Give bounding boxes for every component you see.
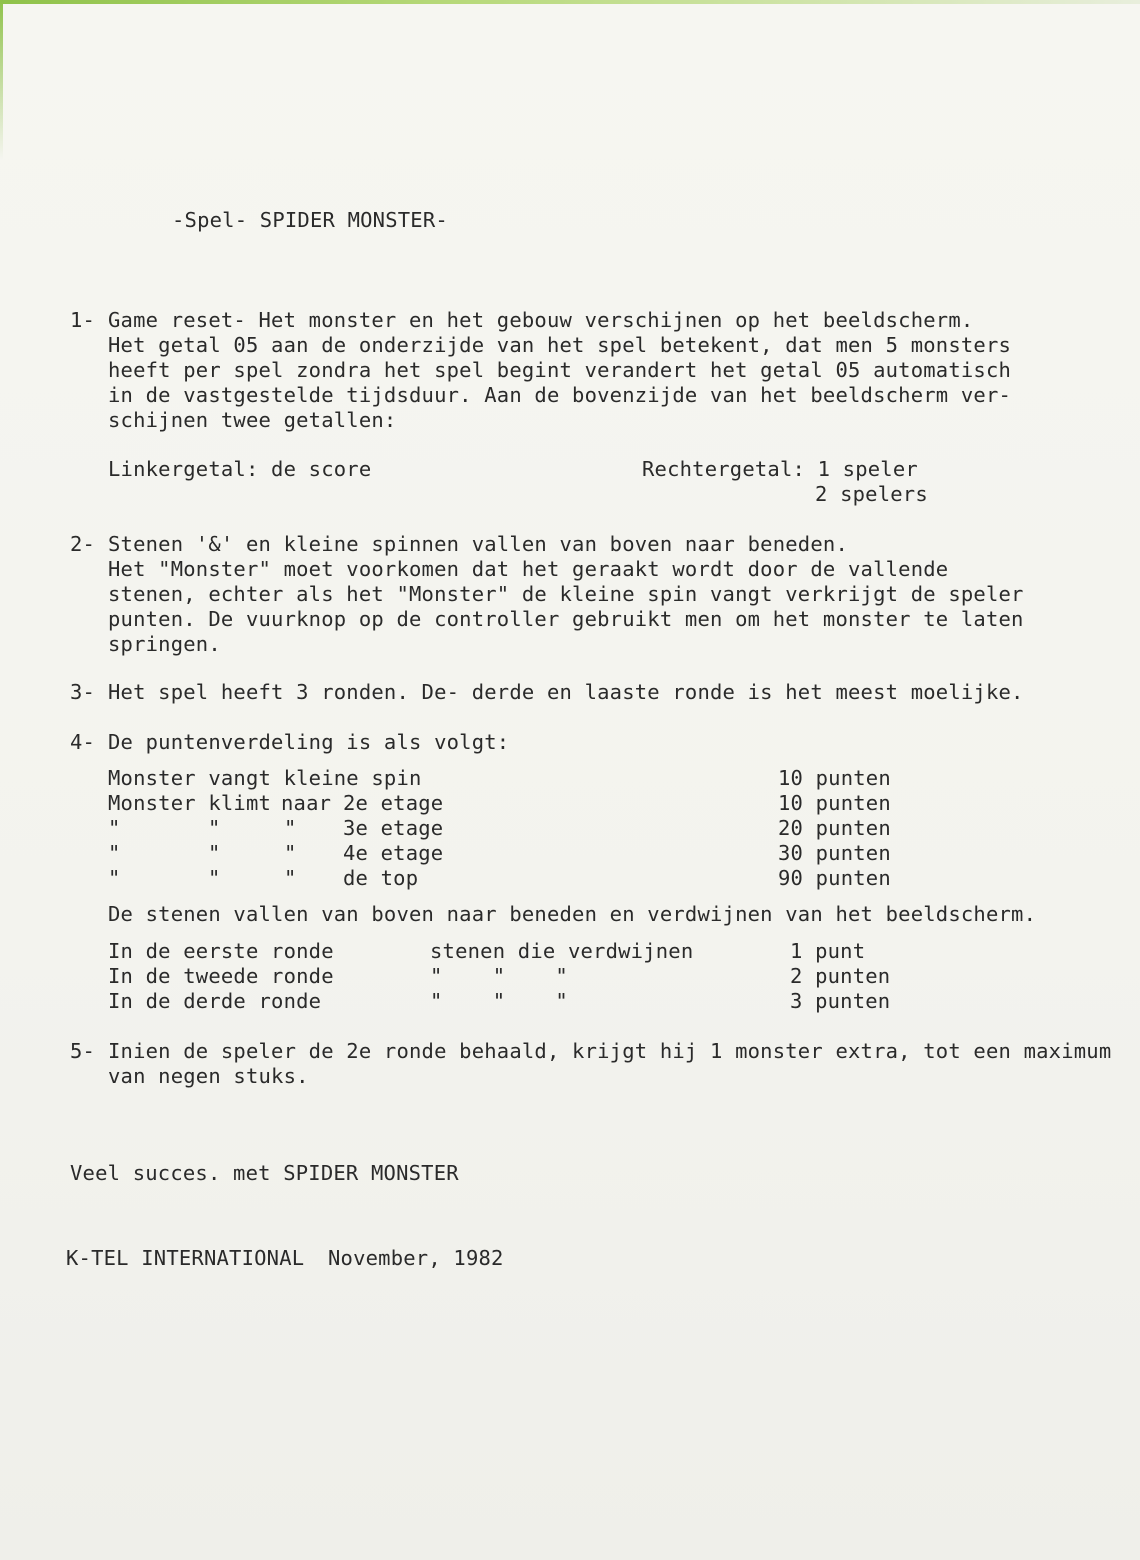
ditto-mark: " [208,841,221,865]
round-points: 1 punt [790,939,866,963]
ditto-mark: " [108,816,121,840]
item-number: 3- [70,680,96,704]
footer-company: K-TEL INTERNATIONAL [66,1246,305,1270]
paper-edge-left [0,0,3,160]
item3-line: Het spel heeft 3 ronden. De- derde en laaste ronde is het meest moelijke. [108,680,1024,704]
item1-line: in de vastgestelde tijdsduur. Aan de bovenzijde van het beeldscherm ver- [108,383,1012,407]
points-row-value: 90 punten [778,866,891,890]
item1-line: schijnen twee getallen: [108,408,397,432]
document-title: -Spel- SPIDER MONSTER- [172,208,448,232]
item2-line: Het "Monster" moet voorkomen dat het geraakt wordt door de vallende [108,557,949,581]
points-row-label: naar [281,791,332,815]
round-label: In de tweede ronde [108,964,334,988]
points-row-floor: 2e etage [343,791,444,815]
closing-line: Veel succes. met SPIDER MONSTER [70,1161,459,1185]
points-row-value: 10 punten [778,766,891,790]
item-number: 1- [70,308,96,332]
paper-edge-top [0,0,1140,4]
round-points: 3 punten [790,989,891,1013]
item-number: 5- [70,1039,96,1063]
round-desc: " " " [430,964,568,988]
points-row-value: 30 punten [778,841,891,865]
item1-line: Game reset- Het monster en het gebouw verschijnen op het beeldscherm. [108,308,974,332]
ditto-mark: " [284,816,297,840]
item5-line: van negen stuks. [108,1064,309,1088]
item1-line: Het getal 05 aan de onderzijde van het spel betekent, dat men 5 monsters [108,333,1012,357]
points-row-floor: 3e etage [343,816,444,840]
points-row-label: Monster klimt [108,791,272,815]
item2-line: Stenen '&' en kleine spinnen vallen van boven naar beneden. [108,532,848,556]
points-row-floor: 4e etage [343,841,444,865]
footer-date: November, 1982 [328,1246,504,1270]
item-number: 4- [70,730,96,754]
item-number: 2- [70,532,96,556]
left-number-label: Linkergetal: de score [108,457,372,481]
round-label: In de eerste ronde [108,939,334,963]
item2-line: springen. [108,632,221,656]
item5-line: Inien de speler de 2e ronde behaald, krijgt hij 1 monster extra, tot een maximum [108,1039,1112,1063]
round-points: 2 punten [790,964,891,988]
item2-line: stenen, echter als het "Monster" de kleine spin vangt verkrijgt de speler [108,582,1024,606]
round-desc: stenen die verdwijnen [430,939,694,963]
points-row-value: 20 punten [778,816,891,840]
round-label: In de derde ronde [108,989,322,1013]
ditto-mark: " [208,816,221,840]
points-row-value: 10 punten [778,791,891,815]
falling-stones-text: De stenen vallen van boven naar beneden en verdwijnen van het beeldscherm. [108,902,1037,926]
ditto-mark: " [284,866,297,890]
points-row-floor: de top [343,866,419,890]
ditto-mark: " [108,841,121,865]
ditto-mark: " [208,866,221,890]
ditto-mark: " [284,841,297,865]
round-desc: " " " [430,989,568,1013]
item1-line: heeft per spel zondra het spel begint verandert het getal 05 automatisch [108,358,1012,382]
points-intro: De puntenverdeling is als volgt: [108,730,510,754]
right-number-label: Rechtergetal: 1 speler [642,457,918,481]
right-number-label-2: 2 spelers [815,482,928,506]
ditto-mark: " [108,866,121,890]
points-row-label: Monster vangt kleine spin [108,766,422,790]
item2-line: punten. De vuurknop op de controller gebruikt men om het monster te laten [108,607,1024,631]
